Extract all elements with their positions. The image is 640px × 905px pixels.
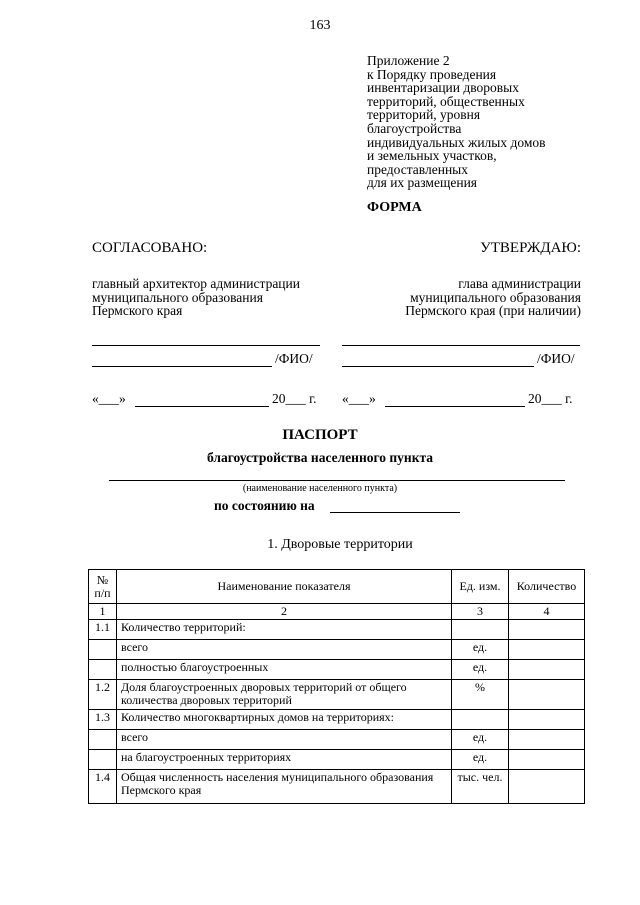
appendix-line: для их размещения xyxy=(367,175,478,191)
row-indicator: всего xyxy=(117,730,452,750)
agreed-position-line: главный архитектор администрации xyxy=(92,276,300,291)
appendix-line: индивидуальных жилых домов xyxy=(367,134,546,150)
row-number: 1.1 xyxy=(89,620,117,640)
row-quantity xyxy=(509,640,585,660)
row-number xyxy=(89,730,117,750)
agreed-date-month-line xyxy=(135,406,269,407)
agreed-fio-line xyxy=(92,366,272,367)
row-indicator: Общая численность населения муниципального образования Пермского края xyxy=(117,770,452,804)
row-unit: тыс. чел. xyxy=(452,770,509,804)
agreed-heading: СОГЛАСОВАНО: xyxy=(92,240,208,256)
row-quantity xyxy=(509,660,585,680)
appendix-line: и земельных участков, xyxy=(367,148,497,164)
table-row xyxy=(89,620,585,640)
row-unit xyxy=(452,710,509,730)
header-unit: Ед. изм. xyxy=(452,570,509,604)
approved-date-year: 20___ г. xyxy=(528,391,573,406)
row-number: 1.3 xyxy=(89,710,117,730)
table-header-row xyxy=(89,570,585,604)
row-quantity xyxy=(509,770,585,804)
table-row xyxy=(89,710,585,730)
approved-position-line: Пермского края (при наличии) xyxy=(405,303,581,318)
appendix-line: к Порядку проведения xyxy=(367,66,497,82)
section-title: 1. Дворовые территории xyxy=(267,537,413,552)
state-date-line xyxy=(330,512,460,513)
approved-signature-line xyxy=(342,345,580,346)
row-indicator: на благоустроенных территориях xyxy=(117,750,452,770)
approved-fio-line xyxy=(342,366,534,367)
row-quantity xyxy=(509,750,585,770)
row-indicator: Количество многоквартирных домов на территориях: xyxy=(117,710,452,730)
form-label: ФОРМА xyxy=(367,200,422,215)
approved-position-line: муниципального образования xyxy=(410,289,581,305)
row-quantity xyxy=(509,620,585,640)
row-unit: ед. xyxy=(452,750,509,770)
approved-fio-label: /ФИО/ xyxy=(537,351,575,366)
settlement-name-line xyxy=(109,480,565,481)
agreed-position-line: Пермского края xyxy=(92,303,183,318)
page-number: 163 xyxy=(309,18,331,33)
header-number: № п/п xyxy=(89,570,117,604)
agreed-fio-label: /ФИО/ xyxy=(275,351,313,366)
approved-date-day: «___» xyxy=(342,391,376,406)
approved-position-line: глава администрации xyxy=(458,276,581,291)
approved-heading: УТВЕРЖДАЮ: xyxy=(480,240,581,256)
agreed-signature-line xyxy=(92,345,320,346)
appendix-line: инвентаризации дворовых xyxy=(367,80,519,96)
approved-position xyxy=(405,277,581,318)
appendix-line: территорий, общественных xyxy=(367,93,525,109)
row-unit: ед. xyxy=(452,730,509,750)
row-number xyxy=(89,750,117,770)
header-indicator: Наименование показателя xyxy=(117,570,452,604)
agreed-date-day: «___» xyxy=(92,391,126,406)
row-indicator: Количество территорий: xyxy=(117,620,452,640)
row-indicator: полностью благоустроенных xyxy=(117,660,452,680)
row-number: 1.4 xyxy=(89,770,117,804)
header-quantity: Количество xyxy=(509,570,585,604)
passport-subtitle: благоустройства населенного пункта xyxy=(206,450,434,465)
settlement-hint: (наименование населенного пункта) xyxy=(242,483,398,494)
row-number xyxy=(89,660,117,680)
table-row xyxy=(89,640,585,660)
agreed-date-year: 20___ г. xyxy=(272,391,317,406)
indicators-table xyxy=(88,569,585,804)
row-number: 1.2 xyxy=(89,680,117,710)
column-number: 3 xyxy=(452,604,509,620)
row-indicator: Доля благоустроенных дворовых территорий от общего количества дворовых территорий xyxy=(117,680,452,710)
row-unit: ед. xyxy=(452,660,509,680)
state-as-of-label: по состоянию на xyxy=(214,498,315,513)
row-indicator: всего xyxy=(117,640,452,660)
column-numbers-row xyxy=(89,604,585,620)
table-row xyxy=(89,680,585,710)
approved-date-month-line xyxy=(385,406,525,407)
table-row xyxy=(89,730,585,750)
column-number: 4 xyxy=(509,604,585,620)
row-unit: ед. xyxy=(452,640,509,660)
row-quantity xyxy=(509,730,585,750)
column-number: 1 xyxy=(89,604,117,620)
row-unit: % xyxy=(452,680,509,710)
appendix-line: территорий, уровня xyxy=(367,107,481,123)
agreed-position xyxy=(92,277,300,318)
appendix-line: предоставленных xyxy=(367,161,468,177)
row-quantity xyxy=(509,680,585,710)
row-unit xyxy=(452,620,509,640)
table-row xyxy=(89,770,585,804)
table-row xyxy=(89,750,585,770)
table-row xyxy=(89,660,585,680)
row-quantity xyxy=(509,710,585,730)
appendix-note xyxy=(367,54,617,190)
passport-title: ПАСПОРТ xyxy=(282,427,358,443)
agreed-position-line: муниципального образования xyxy=(92,289,263,305)
appendix-line: Приложение 2 xyxy=(367,53,450,68)
column-number: 2 xyxy=(117,604,452,620)
appendix-line: благоустройства xyxy=(367,120,462,136)
row-number xyxy=(89,640,117,660)
